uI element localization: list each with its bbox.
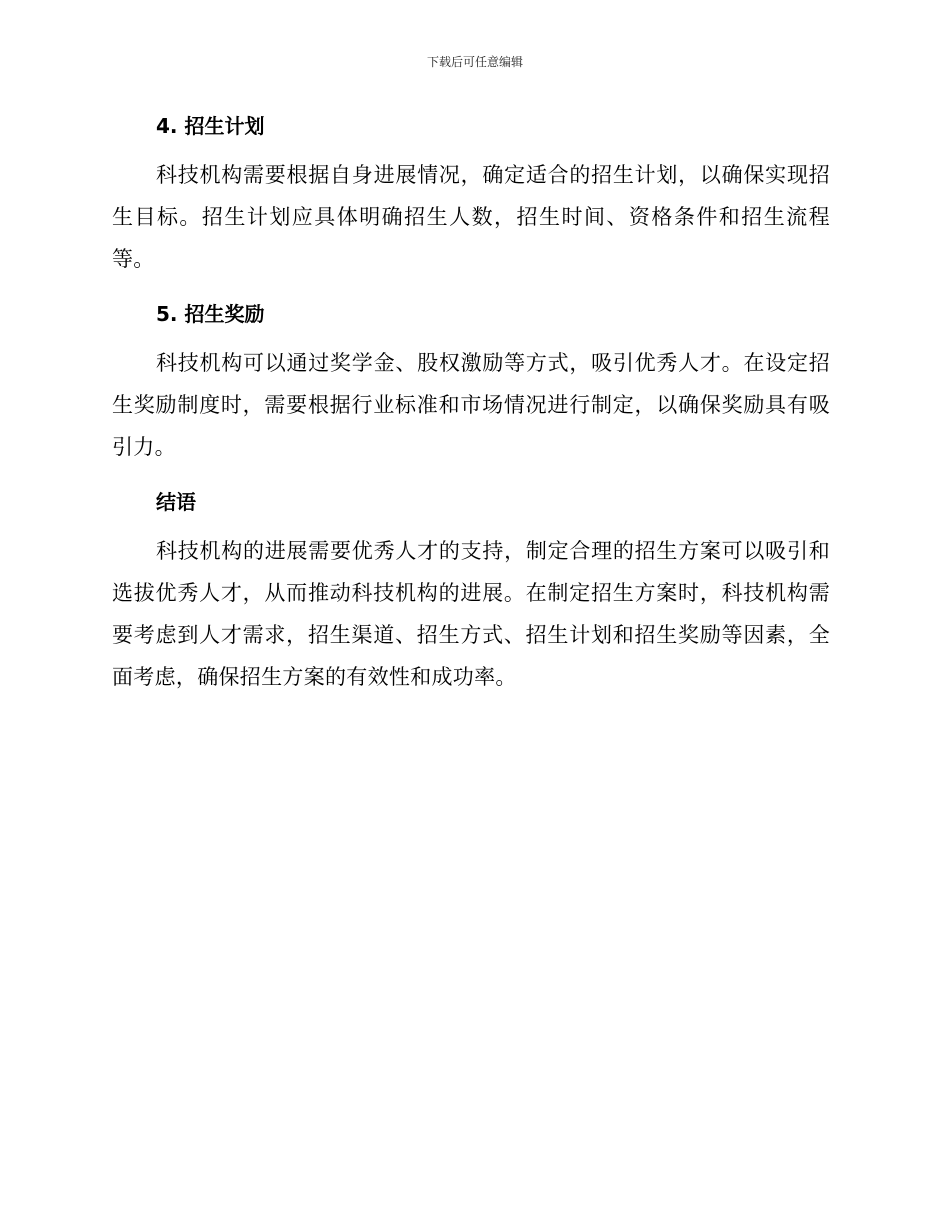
section-conclusion (112, 480, 830, 698)
section-recruitment-rewards (112, 292, 830, 468)
section-paragraph: 科技机构需要根据自身进展情况，确定适合的招生计划，以确保实现招生目标。招生计划应具体明确招生人数，招生时间、资格条件和招生流程等。 (112, 163, 830, 271)
section-paragraph: 科技机构可以通过奖学金、股权激励等方式，吸引优秀人才。在设定招生奖励制度时，需要根据行业标准和市场情况进行制定，以确保奖励具有吸引力。 (112, 351, 830, 459)
page-header: 下载后可任意编辑 (426, 55, 523, 69)
section-heading: 4. 招生计划 (156, 114, 265, 138)
section-heading: 结语 (156, 490, 196, 514)
section-heading: 5. 招生奖励 (156, 302, 265, 326)
document-body (112, 104, 830, 710)
section-paragraph: 科技机构的进展需要优秀人才的支持，制定合理的招生方案可以吸引和选拔优秀人才，从而推动科技机构的进展。在制定招生方案时，科技机构需要考虑到人才需求，招生渠道、招生方式、招生计划和招生奖励等因素，全面考虑，确保招生方案的有效性和成功率。 (112, 539, 830, 689)
section-recruitment-plan (112, 104, 830, 280)
